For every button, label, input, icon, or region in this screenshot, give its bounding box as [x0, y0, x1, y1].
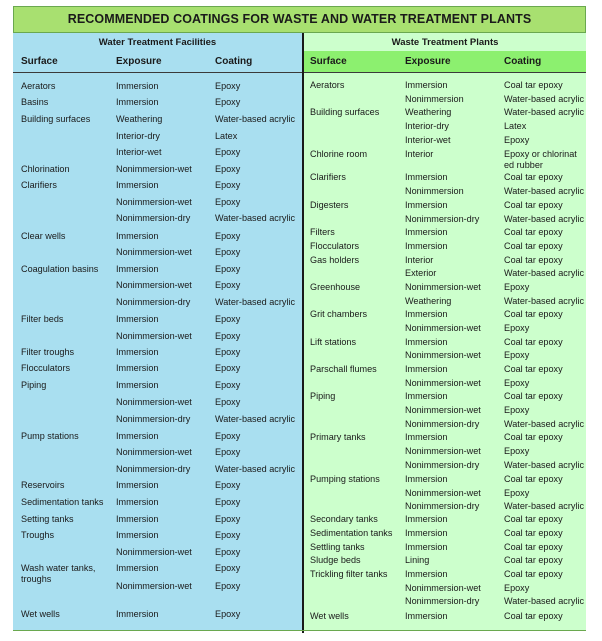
- coating-cell: Epoxy: [504, 446, 530, 456]
- exposure-cell: Immersion: [405, 309, 448, 319]
- coating-cell: Epoxy: [504, 135, 530, 145]
- exposure-cell: Nonimmersion-wet: [405, 583, 481, 593]
- coating-cell: Epoxy: [215, 264, 241, 274]
- coating-cell: Epoxy: [215, 380, 241, 390]
- coating-cell: Water-based acrylic: [504, 214, 585, 224]
- surface-cell: Piping: [310, 391, 336, 401]
- exposure-cell: Nonimmersion-wet: [116, 280, 192, 290]
- surface-cell: Wet wells: [21, 609, 60, 619]
- coating-cell: Coal tar epoxy: [504, 474, 563, 484]
- table-bottom-border: [13, 630, 586, 631]
- exposure-cell: Interior: [405, 149, 434, 159]
- coating-cell: Coal tar epoxy: [504, 569, 563, 579]
- exposure-cell: Nonimmersion-dry: [405, 460, 480, 470]
- exposure-cell: Immersion: [405, 337, 448, 347]
- coating-cell: Epoxy: [215, 247, 241, 257]
- coating-cell: Coal tar epoxy: [504, 172, 563, 182]
- exposure-cell: Nonimmersion-wet: [116, 331, 192, 341]
- coating-cell: Epoxy: [215, 581, 241, 591]
- surface-cell: Flocculators: [310, 241, 360, 251]
- coating-column-header: Coating: [504, 56, 542, 67]
- coating-cell: Water-based acrylic: [215, 213, 296, 223]
- coating-cell: Epoxy: [215, 363, 241, 373]
- surface-cell: Setting tanks: [21, 514, 74, 524]
- coating-cell: Coal tar epoxy: [504, 528, 563, 538]
- exposure-cell: Nonimmersion-wet: [405, 446, 481, 456]
- exposure-cell: Weathering: [405, 107, 452, 117]
- exposure-cell: Immersion: [405, 227, 448, 237]
- exposure-cell: Immersion: [116, 314, 159, 324]
- exposure-cell: Immersion: [405, 542, 448, 552]
- coating-cell: Water-based acrylic: [215, 414, 296, 424]
- surface-cell: Parschall flumes: [310, 364, 377, 374]
- coating-cell: Coal tar epoxy: [504, 309, 563, 319]
- surface-cell: Trickling filter tanks: [310, 569, 388, 579]
- coating-cell: Epoxy: [504, 583, 530, 593]
- coating-cell: Epoxy: [215, 447, 241, 457]
- coating-cell: Coal tar epoxy: [504, 241, 563, 251]
- coating-cell: Coal tar epoxy: [504, 611, 563, 621]
- surface-cell: Building surfaces: [21, 114, 91, 124]
- surface-cell: Filters: [310, 227, 335, 237]
- coating-cell: Epoxy: [215, 563, 241, 573]
- coating-column-header: Coating: [215, 56, 253, 67]
- exposure-cell: Immersion: [405, 80, 448, 90]
- exposure-cell: Interior-dry: [116, 131, 160, 141]
- coating-cell: Water-based acrylic: [504, 419, 585, 429]
- exposure-cell: Nonimmersion: [405, 94, 464, 104]
- coating-cell: Epoxy: [215, 280, 241, 290]
- surface-cell: Piping: [21, 380, 47, 390]
- coating-cell: Epoxy or chlorinat ed rubber: [504, 149, 577, 170]
- surface-cell: Gas holders: [310, 255, 360, 265]
- surface-cell: Secondary tanks: [310, 514, 378, 524]
- surface-cell: Coagulation basins: [21, 264, 99, 274]
- coating-cell: Epoxy: [504, 282, 530, 292]
- coating-cell: Epoxy: [215, 331, 241, 341]
- exposure-cell: Weathering: [116, 114, 163, 124]
- coating-cell: Water-based acrylic: [504, 296, 585, 306]
- coating-cell: Coal tar epoxy: [504, 255, 563, 265]
- coating-cell: Coal tar epoxy: [504, 432, 563, 442]
- coating-cell: Epoxy: [215, 314, 241, 324]
- coating-cell: Water-based acrylic: [504, 94, 585, 104]
- exposure-cell: Interior: [405, 255, 434, 265]
- surface-cell: Digesters: [310, 200, 349, 210]
- exposure-cell: Nonimmersion-dry: [405, 501, 480, 511]
- surface-cell: Aerators: [310, 80, 345, 90]
- exposure-cell: Nonimmersion-wet: [405, 405, 481, 415]
- coating-cell: Coal tar epoxy: [504, 555, 563, 565]
- coating-cell: Epoxy: [215, 81, 241, 91]
- exposure-cell: Immersion: [116, 514, 159, 524]
- surface-cell: Troughs: [21, 530, 55, 540]
- surface-column-header: Surface: [310, 56, 347, 67]
- surface-cell: Chlorination: [21, 164, 70, 174]
- coating-cell: Coal tar epoxy: [504, 200, 563, 210]
- exposure-cell: Immersion: [405, 514, 448, 524]
- surface-cell: Grit chambers: [310, 309, 368, 319]
- exposure-cell: Nonimmersion-wet: [405, 282, 481, 292]
- exposure-column-header: Exposure: [405, 56, 451, 67]
- coating-cell: Epoxy: [504, 350, 530, 360]
- exposure-cell: Nonimmersion-wet: [116, 447, 192, 457]
- coating-cell: Water-based acrylic: [504, 460, 585, 470]
- surface-cell: Sedimentation tanks: [310, 528, 393, 538]
- exposure-cell: Immersion: [405, 241, 448, 251]
- surface-cell: Aerators: [21, 81, 56, 91]
- coating-cell: Water-based acrylic: [504, 501, 585, 511]
- exposure-cell: Nonimmersion-dry: [116, 464, 191, 474]
- exposure-cell: Immersion: [405, 200, 448, 210]
- water-treatment-panel: [13, 33, 302, 630]
- exposure-cell: Nonimmersion-wet: [116, 581, 192, 591]
- coating-cell: Epoxy: [215, 180, 241, 190]
- coating-cell: Epoxy: [504, 323, 530, 333]
- exposure-cell: Nonimmersion-dry: [116, 213, 191, 223]
- exposure-cell: Immersion: [116, 347, 159, 357]
- surface-cell: Building surfaces: [310, 107, 380, 117]
- page-title: RECOMMENDED COATINGS FOR WASTE AND WATER TREATMENT PLANTS: [13, 6, 586, 33]
- exposure-cell: Nonimmersion-wet: [405, 488, 481, 498]
- exposure-cell: Immersion: [405, 432, 448, 442]
- exposure-cell: Nonimmersion-wet: [405, 378, 481, 388]
- coating-cell: Epoxy: [215, 164, 241, 174]
- exposure-cell: Nonimmersion-dry: [116, 297, 191, 307]
- exposure-cell: Immersion: [116, 431, 159, 441]
- surface-cell: Lift stations: [310, 337, 356, 347]
- surface-cell: Wash water tanks, troughs: [21, 563, 96, 584]
- exposure-cell: Immersion: [116, 180, 159, 190]
- surface-column-header: Surface: [21, 56, 58, 67]
- coating-cell: Epoxy: [215, 530, 241, 540]
- coating-cell: Epoxy: [215, 97, 241, 107]
- exposure-cell: Immersion: [116, 264, 159, 274]
- coating-cell: Epoxy: [215, 197, 241, 207]
- surface-cell: Clarifiers: [21, 180, 57, 190]
- coating-cell: Epoxy: [504, 378, 530, 388]
- water-treatment-heading: Water Treatment Facilities: [98, 37, 217, 48]
- coating-cell: Water-based acrylic: [215, 297, 296, 307]
- exposure-cell: Immersion: [405, 364, 448, 374]
- surface-cell: Basins: [21, 97, 49, 107]
- coating-cell: Latex: [504, 121, 527, 131]
- coating-cell: Coal tar epoxy: [504, 514, 563, 524]
- exposure-cell: Immersion: [405, 474, 448, 484]
- exposure-cell: Lining: [405, 555, 430, 565]
- coating-cell: Epoxy: [215, 497, 241, 507]
- exposure-column-header: Exposure: [116, 56, 162, 67]
- surface-cell: Pumping stations: [310, 474, 380, 484]
- exposure-cell: Nonimmersion-dry: [405, 596, 480, 606]
- exposure-cell: Exterior: [405, 268, 437, 278]
- exposure-cell: Immersion: [116, 363, 159, 373]
- exposure-cell: Nonimmersion-wet: [116, 247, 192, 257]
- coating-cell: Coal tar epoxy: [504, 227, 563, 237]
- surface-cell: Filter beds: [21, 314, 64, 324]
- coating-cell: Water-based acrylic: [215, 114, 296, 124]
- surface-cell: Sedimentation tanks: [21, 497, 104, 507]
- coating-cell: Coal tar epoxy: [504, 80, 563, 90]
- surface-cell: Settling tanks: [310, 542, 365, 552]
- coating-cell: Epoxy: [215, 397, 241, 407]
- exposure-cell: Nonimmersion-wet: [116, 547, 192, 557]
- exposure-cell: Weathering: [405, 296, 452, 306]
- exposure-cell: Nonimmersion-wet: [116, 164, 192, 174]
- surface-cell: Reservoirs: [21, 480, 65, 490]
- exposure-cell: Immersion: [116, 497, 159, 507]
- exposure-cell: Nonimmersion-wet: [405, 323, 481, 333]
- exposure-cell: Nonimmersion-dry: [405, 419, 480, 429]
- exposure-cell: Immersion: [116, 231, 159, 241]
- coating-cell: Water-based acrylic: [504, 107, 585, 117]
- exposure-cell: Immersion: [116, 97, 159, 107]
- exposure-cell: Nonimmersion-dry: [405, 214, 480, 224]
- exposure-cell: Nonimmersion-wet: [116, 397, 192, 407]
- coating-cell: Epoxy: [215, 514, 241, 524]
- coating-cell: Latex: [215, 131, 238, 141]
- waste-treatment-panel: [304, 33, 586, 630]
- coating-cell: Coal tar epoxy: [504, 337, 563, 347]
- surface-cell: Primary tanks: [310, 432, 366, 442]
- coating-cell: Coal tar epoxy: [504, 542, 563, 552]
- surface-cell: Flocculators: [21, 363, 71, 373]
- coating-cell: Epoxy: [215, 231, 241, 241]
- coating-cell: Epoxy: [215, 431, 241, 441]
- coating-cell: Water-based acrylic: [215, 464, 296, 474]
- exposure-cell: Immersion: [116, 563, 159, 573]
- exposure-cell: Nonimmersion-wet: [116, 197, 192, 207]
- exposure-cell: Immersion: [116, 530, 159, 540]
- coating-cell: Water-based acrylic: [504, 268, 585, 278]
- exposure-cell: Nonimmersion: [405, 186, 464, 196]
- exposure-cell: Immersion: [405, 391, 448, 401]
- exposure-cell: Nonimmersion-dry: [116, 414, 191, 424]
- coating-cell: Water-based acrylic: [504, 186, 585, 196]
- panel-divider: [302, 33, 304, 633]
- surface-cell: Filter troughs: [21, 347, 75, 357]
- surface-cell: Chlorine room: [310, 149, 368, 159]
- surface-cell: Pump stations: [21, 431, 79, 441]
- surface-cell: Greenhouse: [310, 282, 361, 292]
- coating-cell: Water-based acrylic: [504, 596, 585, 606]
- coating-cell: Epoxy: [215, 147, 241, 157]
- coating-cell: Epoxy: [215, 547, 241, 557]
- exposure-cell: Immersion: [405, 611, 448, 621]
- coating-cell: Epoxy: [504, 488, 530, 498]
- waste-treatment-heading: Waste Treatment Plants: [391, 37, 499, 48]
- exposure-cell: Immersion: [116, 81, 159, 91]
- coating-cell: Coal tar epoxy: [504, 391, 563, 401]
- surface-cell: Wet wells: [310, 611, 349, 621]
- surface-cell: Sludge beds: [310, 555, 361, 565]
- exposure-cell: Immersion: [116, 609, 159, 619]
- exposure-cell: Immersion: [405, 172, 448, 182]
- exposure-cell: Immersion: [405, 569, 448, 579]
- exposure-cell: Immersion: [116, 380, 159, 390]
- surface-cell: Clarifiers: [310, 172, 346, 182]
- exposure-cell: Immersion: [405, 528, 448, 538]
- exposure-cell: Nonimmersion-wet: [405, 350, 481, 360]
- coating-cell: Epoxy: [504, 405, 530, 415]
- exposure-cell: Interior-dry: [405, 121, 449, 131]
- coating-cell: Epoxy: [215, 347, 241, 357]
- exposure-cell: Interior-wet: [405, 135, 451, 145]
- coating-cell: Coal tar epoxy: [504, 364, 563, 374]
- coating-cell: Epoxy: [215, 609, 241, 619]
- coating-cell: Epoxy: [215, 480, 241, 490]
- surface-cell: Clear wells: [21, 231, 66, 241]
- exposure-cell: Interior-wet: [116, 147, 162, 157]
- exposure-cell: Immersion: [116, 480, 159, 490]
